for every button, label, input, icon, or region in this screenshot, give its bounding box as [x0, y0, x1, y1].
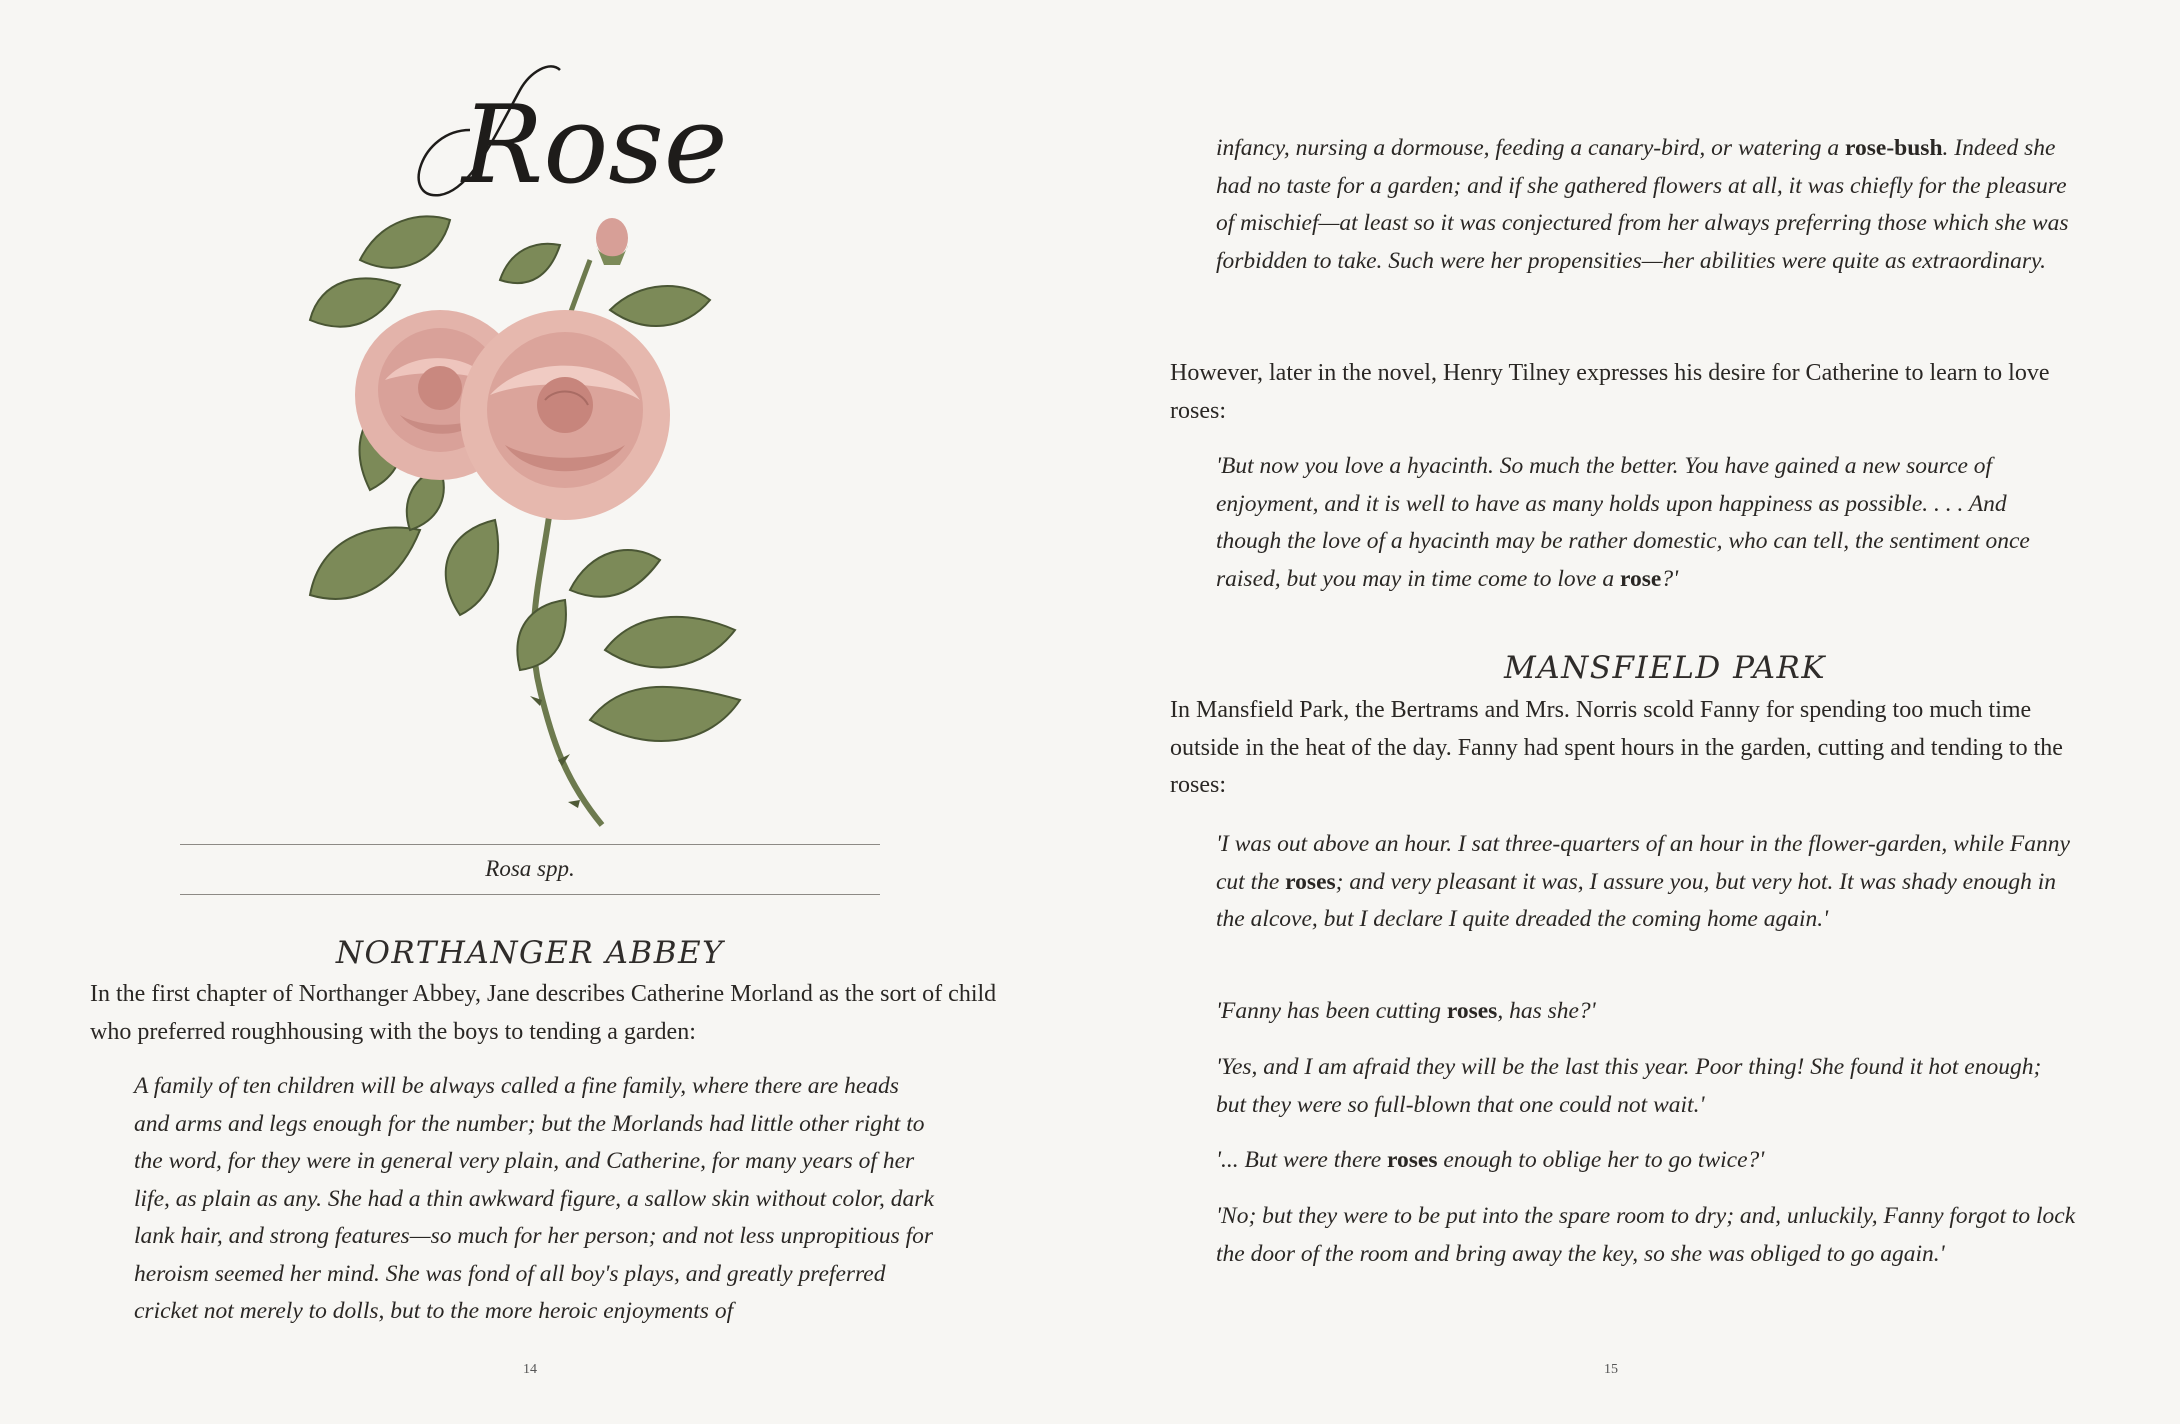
mansfield-intro-paragraph: In Mansfield Park, the Bertrams and Mrs. Norris scold Fanny for spending too much time outside in the heat of the day. Fanny had spent hours in the garden, cutting and tending to the roses: [1170, 697, 2063, 798]
quote-text: enough to oblige her to go twice?' [1437, 1147, 1765, 1173]
tilney-intro-paragraph: However, later in the novel, Henry Tilney expresses his desire for Catherine to learn to love roses: [1170, 360, 2050, 424]
highlight-term: rose-bush [1845, 135, 1943, 161]
quote-text: 'Fanny has been cutting [1216, 998, 1447, 1024]
quote-text: 'I was out above an hour. I sat three-quarters of an hour in the flower-garden, while Fanny cut the [1216, 831, 2070, 895]
highlight-term: roses [1446, 998, 1498, 1024]
quote-text: . Indeed she had no taste for a garden; and if she gathered flowers at all, it was chiefly for the pleasure of mischief—at least so it was conjectured from her always preferring those which she was forbidden to take. Such were her propensities—her abilities were quite as extraordinary. [1216, 135, 2069, 274]
page-title [400, 50, 728, 220]
rose-illustration-svg [290, 200, 770, 840]
hyacinth-quote [1216, 448, 2076, 598]
quote-text: ; and very pleasant it was, I assure you, but very hot. It was shady enough in the alcove, but I declare I quite dreaded the coming home again.' [1216, 868, 2057, 932]
mansfield-quote-3: 'Yes, and I am afraid they will be the last this year. Poor thing! She found it hot enough; but they were so full-blown that one could not wait.' [1216, 1054, 2042, 1118]
northanger-quote: A family of ten children will be always called a fine family, where there are heads and arms and legs enough for the number; but the Morlands had little other right to the word, for they were in general very plain, and Catherine, for many years of her life, as plain as any. She had a thin awkward figure, a sallow skin without color, dark lank hair, and strong features—so much for her person; and not less unpropitious for heroism seemed her mind. She was fond of all boy's plays, and greatly preferred cricket not merely to dolls, but to the more heroic enjoyments of [134, 1073, 934, 1324]
left-page [0, 0, 1070, 1424]
northanger-intro-paragraph: In the first chapter of Northanger Abbey, Jane describes Catherine Morland as the sort of child who preferred roughhousing with the boys to tending a garden: [90, 981, 997, 1045]
northanger-quote-continued [1216, 130, 2076, 280]
section-heading-mansfield: MANSFIELD PARK [1503, 650, 1827, 686]
rose-bud [596, 218, 628, 265]
rose-illustration [290, 200, 770, 840]
mansfield-quote-2 [1216, 993, 2076, 1031]
section-heading-northanger: NORTHANGER ABBEY [335, 935, 725, 971]
quote-text: infancy, nursing a dormouse, feeding a canary-bird, or watering a [1216, 135, 1846, 161]
stem [534, 510, 602, 825]
thorns [530, 696, 580, 808]
page-number-right: 15 [1604, 1362, 1618, 1377]
highlight-term: rose [1619, 565, 1662, 592]
title-text: Rose [462, 83, 728, 208]
quote-text: 'But now you love a hyacinth. So much the better. You have gained a new source of enjoyment, and it is well to have as many holds upon happiness as possible. . . . And though the love of a hyacinth may be rather domestic, who can tell, the sentiment once raised, but you may in time come to love a [1216, 453, 2030, 592]
title-script-svg [400, 50, 728, 220]
quote-text: '... But were there [1216, 1147, 1388, 1173]
quote-text: , has she?' [1497, 998, 1596, 1024]
page-number-left: 14 [523, 1362, 537, 1377]
caption-rule-bottom [180, 894, 880, 895]
botanical-caption: Rosa spp. [485, 856, 575, 881]
rose-bloom-right [460, 310, 670, 520]
highlight-term: roses [1285, 868, 1336, 895]
caption-rule-top [180, 844, 880, 845]
mansfield-quote-5: 'No; but they were to be put into the spare room to dry; and, unluckily, Fanny forgot to lock the door of the room and bring away the key, so she was obliged to go again.' [1216, 1203, 2076, 1267]
mansfield-quote-1 [1216, 826, 2076, 939]
quote-text: ?' [1661, 565, 1679, 592]
right-page [1070, 0, 2140, 1424]
highlight-term: roses [1387, 1147, 1438, 1173]
mansfield-quote-4 [1216, 1142, 2076, 1180]
